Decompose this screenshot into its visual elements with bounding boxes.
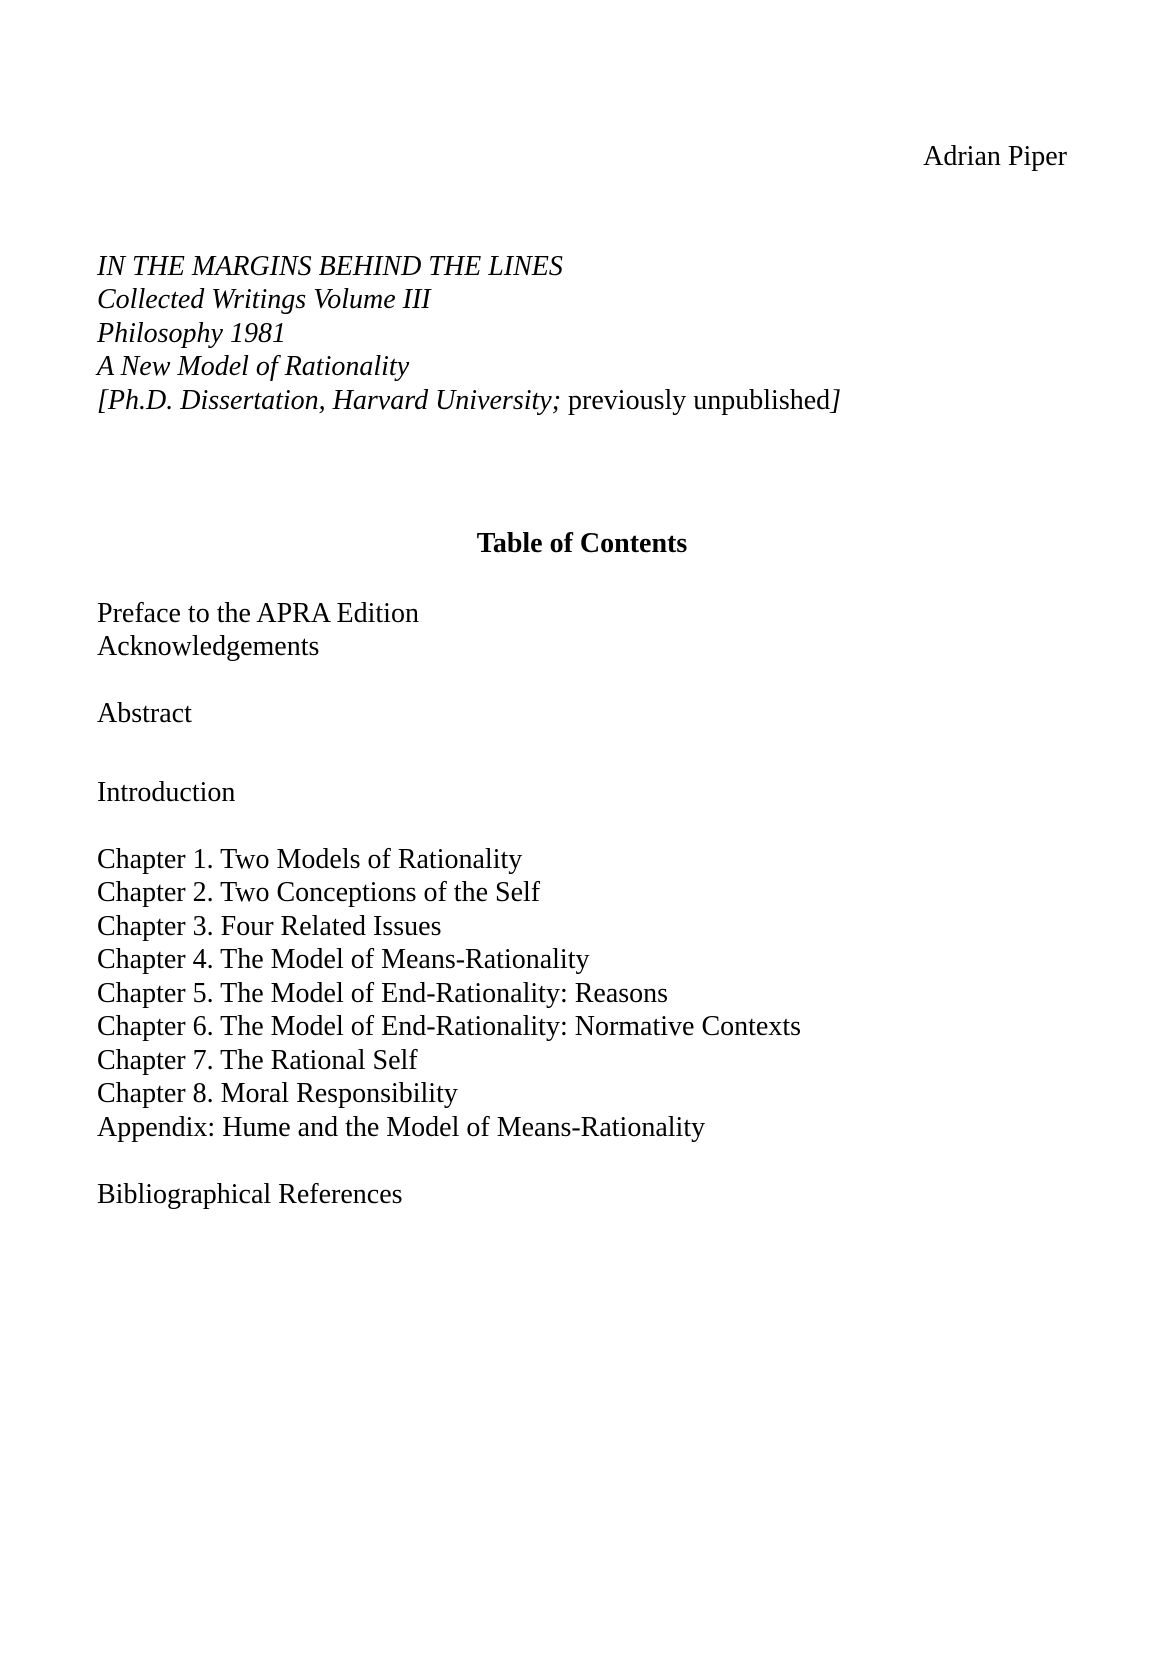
dissertation-note-roman: previously unpublished	[561, 384, 831, 416]
toc-entry-preface: Preface to the APRA Edition	[97, 597, 419, 629]
toc-entry-chapter-4: Chapter 4. The Model of Means-Rationality	[97, 944, 590, 975]
toc-entry-chapter-2: Chapter 2. Two Conceptions of the Self	[97, 877, 541, 908]
discipline-year: Philosophy 1981	[97, 317, 286, 349]
dissertation-note-close-bracket: ]	[830, 384, 842, 416]
title-block	[97, 250, 1067, 418]
author-name-text: Adrian Piper	[923, 141, 1067, 172]
toc-entry-chapter-3: Chapter 3. Four Related Issues	[97, 910, 442, 942]
dissertation-note-italic: [Ph.D. Dissertation, Harvard University;	[97, 384, 562, 416]
toc-entry-chapter-1: Chapter 1. Two Models of Rationality	[97, 843, 523, 875]
toc-entry-acknowledgements: Acknowledgements	[97, 631, 320, 662]
dissertation-note	[97, 384, 1067, 418]
toc-entry-chapter-8: Chapter 8. Moral Responsibility	[97, 1078, 458, 1109]
toc-entry-chapter-7: Chapter 7. The Rational Self	[97, 1044, 418, 1076]
toc-entry-abstract: Abstract	[97, 698, 192, 729]
toc-entry-chapter-6: Chapter 6. The Model of End-Rationality: Normative Contexts	[97, 1011, 802, 1042]
toc-chapter-list	[97, 843, 1067, 1145]
toc-heading: Table of Contents	[476, 528, 688, 559]
toc-entry-chapter-5: Chapter 5. The Model of End-Rationality: Reasons	[97, 977, 669, 1009]
toc-front-matter	[97, 597, 1067, 664]
work-title: A New Model of Rationality	[97, 351, 410, 382]
toc-entry-bibliographical-references: Bibliographical References	[97, 1178, 403, 1210]
volume-title: Collected Writings Volume III	[97, 284, 431, 315]
toc-entry-appendix: Appendix: Hume and the Model of Means-Rationality	[97, 1111, 706, 1143]
series-title: IN THE MARGINS BEHIND THE LINES	[97, 250, 563, 282]
toc-entry-introduction: Introduction	[97, 776, 236, 808]
author-name	[97, 140, 1067, 174]
